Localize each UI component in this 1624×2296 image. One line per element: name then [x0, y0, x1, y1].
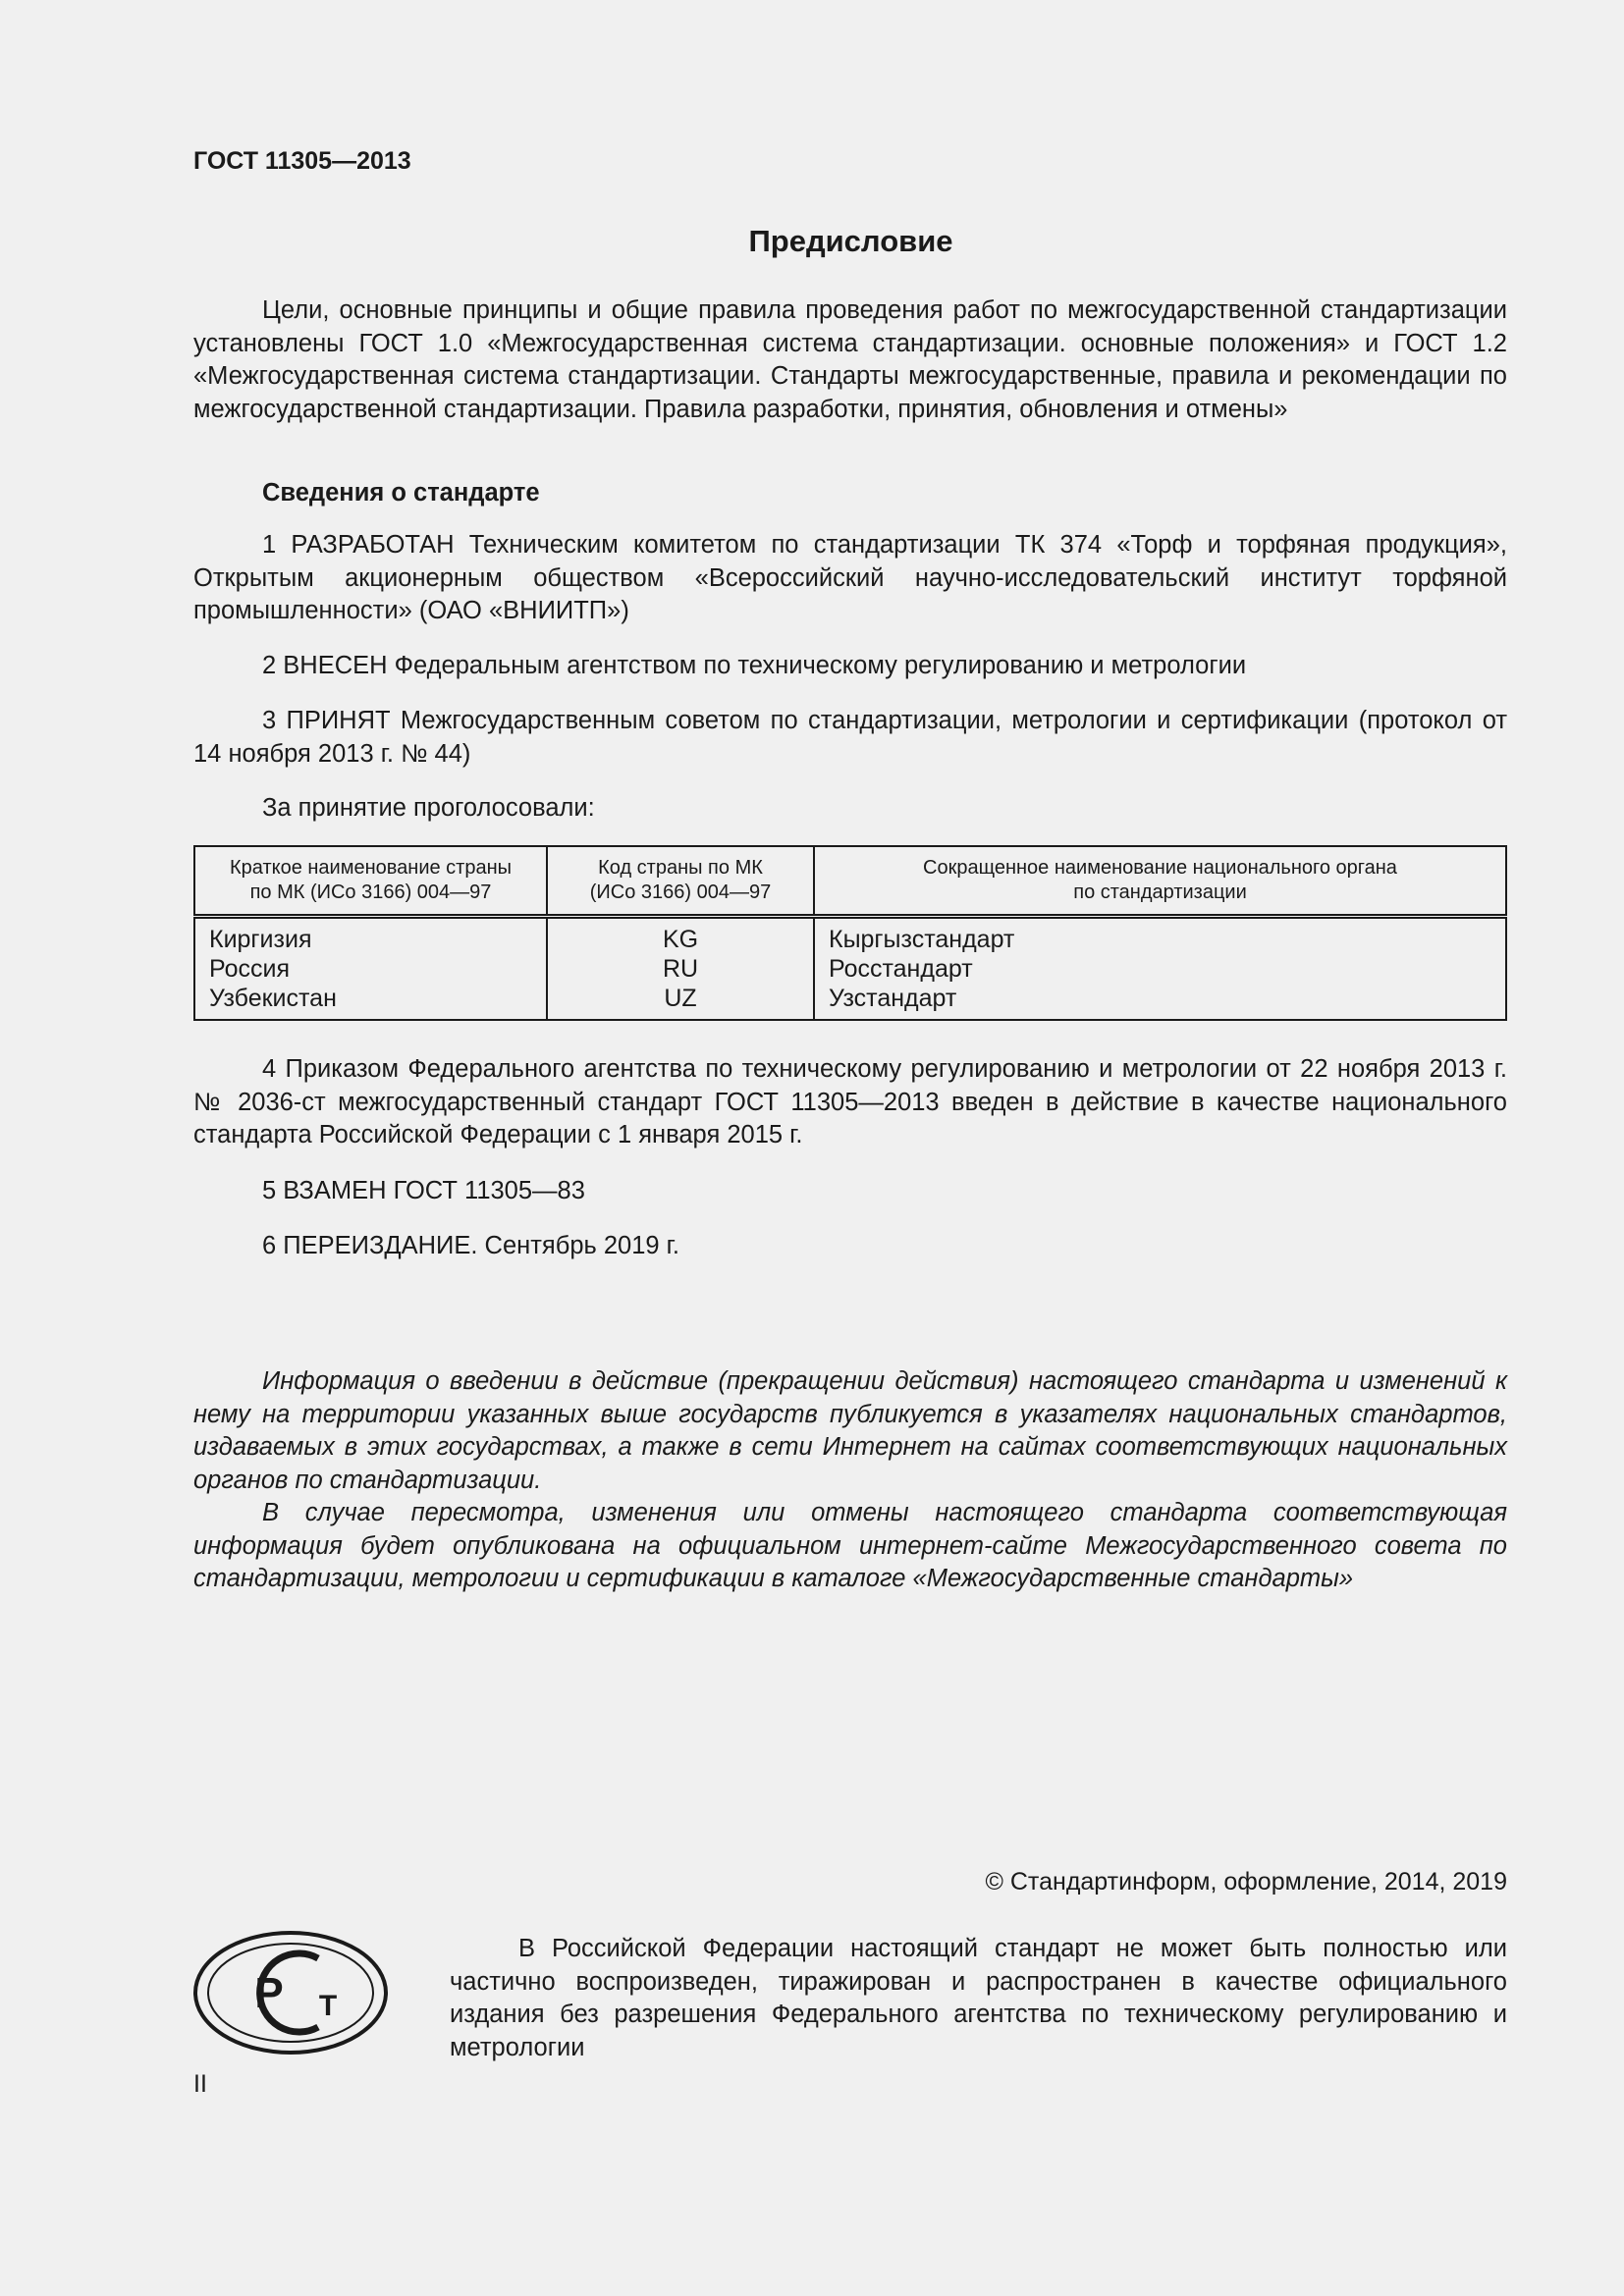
- item-4-enacted: 4 Приказом Федерального агентства по техническому регулированию и метрологии от 22 ноября 2013 г. № 2036-ст межгосударственный стандарт ГОСТ 11305—2013 введен в действие в качестве национального стандарта Российской Федерации с 1 января 2015 г.: [193, 1055, 1507, 1148]
- item-6-reissue: 6 ПЕРЕИЗДАНИЕ. Сентябрь 2019 г.: [262, 1232, 679, 1259]
- reproduction-notice: В Российской Федерации настоящий стандарт не может быть полностью или частично воспроизведен, тиражирован и распространен в качестве официального издания без разрешения Федерального агентства по техническому регулированию и метрологии: [450, 1935, 1507, 2061]
- item-1-developed: 1 РАЗРАБОТАН Техническим комитетом по стандартизации ТК 374 «Торф и торфяная продукция», Открытым акционерным обществом «Всероссийский научно-исследовательский институт торфяной промышленности» (ОАО «ВНИИТП»): [193, 531, 1507, 624]
- info-note-2: В случае пересмотра, изменения или отмены настоящего стандарта соответствующая информация будет опубликована на официальном интернет-сайте Межгосударственного совета по стандартизации, метрологии и сертификации в каталоге «Межгосударственные стандарты»: [193, 1499, 1507, 1592]
- item-5-replaces: 5 ВЗАМЕН ГОСТ 11305—83: [262, 1177, 585, 1204]
- vote-table: [193, 845, 1507, 1021]
- info-note-1: Информация о введении в действие (прекращении действия) настоящего стандарта и изменений к нему на территории указанных выше государств публикуется в указателях национальных стандартов, издаваемых в этих государствах, а также в сети Интернет на сайтах соответствующих национальных органов по стандартизации.: [193, 1367, 1507, 1494]
- page-title: Предисловие: [748, 224, 953, 258]
- header-national-body: Сокращенное наименование национального органа по стандартизации: [814, 846, 1506, 917]
- svg-text:Т: Т: [318, 1990, 338, 2022]
- item-2-introduced: 2 ВНЕСЕН Федеральным агентством по техническому регулированию и метрологии: [262, 652, 1247, 679]
- header-country-name: Краткое наименование страны по МК (ИСо 3166) 004—97: [194, 846, 547, 917]
- table-header-row: [194, 846, 1506, 917]
- table-row: [194, 917, 1506, 1021]
- section-heading: Сведения о стандарте: [262, 479, 540, 507]
- header-country-code: Код страны по МК (ИСо 3166) 004—97: [547, 846, 814, 917]
- page-number: II: [193, 2070, 207, 2098]
- code-cell: KG RU UZ: [547, 917, 814, 1021]
- intro-paragraph: Цели, основные принципы и общие правила проведения работ по межгосударственной стандартизации установлены ГОСТ 1.0 «Межгосударственная система стандартизации. основные положения» и ГОСТ 1.2 «Межгосударственная система стандартизации. Стандарты межгосударственные, правила и рекомендации по межгосударственной стандартизации. Правила разработки, принятия, обновления и отмены»: [193, 296, 1507, 423]
- document-code: ГОСТ 11305—2013: [193, 147, 411, 175]
- rst-certification-logo-icon: [192, 1929, 389, 2061]
- copyright: © Стандартинформ, оформление, 2014, 2019: [985, 1868, 1507, 1896]
- svg-text:Р: Р: [254, 1969, 284, 2017]
- body-cell: Кыргызстандарт Росстандарт Узстандарт: [829, 926, 1015, 1012]
- item-3-adopted: 3 ПРИНЯТ Межгосударственным советом по стандартизации, метрологии и сертификации (протокол от 14 ноября 2013 г. № 44): [193, 707, 1507, 768]
- country-cell: Киргизия Россия Узбекистан: [194, 917, 547, 1021]
- vote-label: За принятие проголосовали:: [262, 794, 595, 822]
